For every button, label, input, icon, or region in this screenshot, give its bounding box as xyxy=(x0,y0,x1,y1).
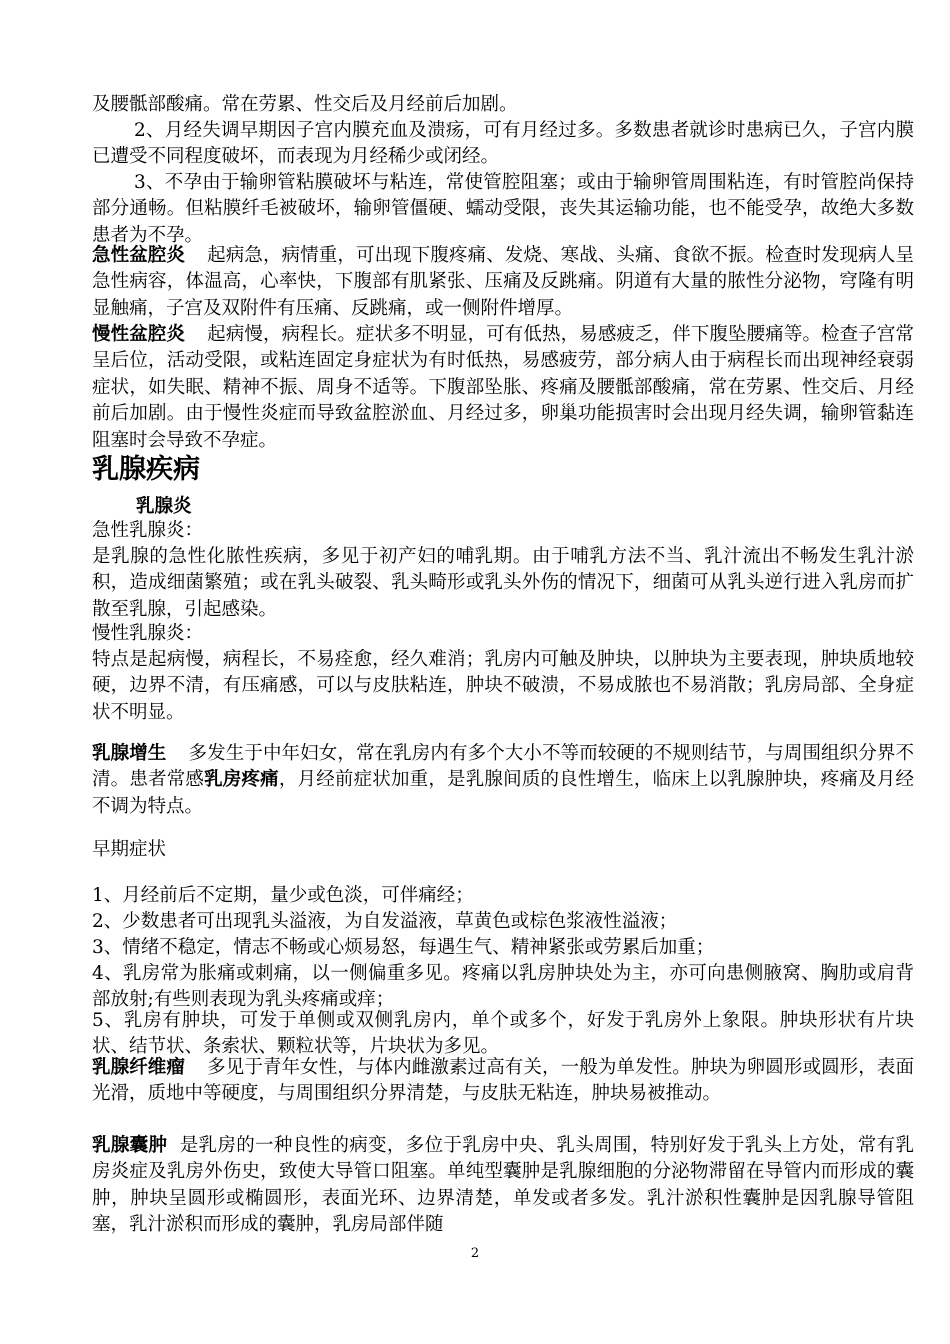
early-symptom-item xyxy=(92,1008,914,1061)
fibroadenoma-paragraph xyxy=(92,1055,914,1108)
chronic-pid-paragraph xyxy=(92,322,914,454)
item-text: 1、月经前后不定期，量少或色淡，可伴痛经； xyxy=(92,885,474,906)
chronic-mastitis-paragraph xyxy=(92,647,914,726)
label-text: 慢性乳腺炎： xyxy=(92,623,204,644)
early-symptom-item xyxy=(92,961,914,1014)
hyperplasia-text-a: 多发生于中年妇女，常在乳房内有多个大小不等而较硬的不规则结节，与周围组织分界不清。患者常感 xyxy=(92,743,914,791)
early-symptom-item xyxy=(92,935,914,961)
early-symptom-item xyxy=(92,883,914,909)
fibroadenoma-term: 乳腺纤维瘤 xyxy=(92,1057,186,1078)
cyst-text: 是乳房的一种良性的病变，多位于乳房中央、乳头周围，特别好发于乳头上方处，常有乳房炎症及乳房外伤史，致使大导管口阻塞。单纯型囊肿是乳腺细胞的分泌物滞留在导管内而形成的囊肿，肿块呈圆形或椭圆形，表面光环、边界清楚，单发或者多发。乳汁淤积性囊肿是因乳腺导管阻塞，乳汁淤积而形成的囊肿，乳房局部伴随 xyxy=(92,1135,914,1236)
chronic-mastitis-label xyxy=(92,621,914,647)
chronic-pid-text: 起病慢，病程长。症状多不明显，可有低热，易感疲乏，伴下腹坠腰痛等。检查子宫常呈后位，活动受限，或粘连固定身症状为有时低热，易感疲劳，部分病人由于病程长而出现神经衰弱症状，如失眠、精神不振、周身不适等。下腹部坠胀、疼痛及腰骶部酸痛，常在劳累、性交后、月经前后加剧。由于慢性炎症而导致盆腔淤血、月经过多，卵巢功能损害时会出现月经失调，输卵管黏连阻塞时会导致不孕症。 xyxy=(92,324,914,451)
acute-pid-paragraph xyxy=(92,243,914,322)
symptom-item-menstrual xyxy=(92,118,914,171)
early-symptoms-heading xyxy=(92,837,914,863)
section-title: 乳腺疾病 xyxy=(92,454,200,485)
intro-paragraph xyxy=(92,92,914,118)
acute-mastitis-label xyxy=(92,518,914,544)
symptom-text: 3、不孕由于输卵管粘膜破坏与粘连，常使管腔阻塞；或由于输卵管周围粘连，有时管腔尚保持部分通畅。但粘膜纤毛被破坏，输卵管僵硬、蠕动受限，丧失其运输功能，也不能受孕，故绝大多数患者为不孕。 xyxy=(92,172,914,246)
cyst-paragraph xyxy=(92,1133,914,1239)
symptom-text: 2、月经失调早期因子宫内膜充血及溃疡，可有月经过多。多数患者就诊时患病已久，子宫内膜已遭受不同程度破坏，而表现为月经稀少或闭经。 xyxy=(92,120,914,168)
mastitis-title: 乳腺炎 xyxy=(136,496,192,517)
item-text: 5、乳房有肿块，可发于单侧或双侧乳房内，单个或多个，好发于乳房外上象限。肿块形状有片块状、结节状、条索状、颗粒状等，片块状为多见。 xyxy=(92,1010,914,1058)
page-number: 2 xyxy=(470,1246,480,1261)
body-text: 特点是起病慢，病程长，不易痊愈，经久难消；乳房内可触及肿块，以肿块为主要表现，肿块质地较硬，边界不清，有压痛感，可以与皮肤粘连，肿块不破溃，不易成脓也不易消散；乳房局部、全身症状不明显。 xyxy=(92,649,914,723)
heading-text: 早期症状 xyxy=(92,839,167,860)
hyperplasia-term: 乳腺增生 xyxy=(92,743,167,764)
intro-line: 及腰骶部酸痛。常在劳累、性交后及月经前后加剧。 xyxy=(92,94,518,115)
hyperplasia-emphasis: 乳房疼痛 xyxy=(204,769,279,791)
item-text: 3、情绪不稳定，情志不畅或心烦易怒，每遇生气、精神紧张或劳累后加重； xyxy=(92,937,715,958)
acute-pid-term: 急性盆腔炎 xyxy=(92,245,186,266)
fibroadenoma-text: 多见于青年女性，与体内雌激素过高有关，一般为单发性。肿块为卵圆形或圆形，表面光滑，质地中等硬度，与周围组织分界清楚，与皮肤无粘连，肿块易被推动。 xyxy=(92,1057,914,1105)
hyperplasia-paragraph xyxy=(92,741,914,820)
hyperplasia-text-b: ，月经前症状加重，是乳腺间质的良性增生，临床上以乳腺肿块，疼痛及月经不调为特点。 xyxy=(92,769,914,817)
symptom-item-infertility xyxy=(92,170,914,249)
body-text: 是乳腺的急性化脓性疾病，多见于初产妇的哺乳期。由于哺乳方法不当、乳汁流出不畅发生乳汁淤积，造成细菌繁殖；或在乳头破裂、乳头畸形或乳头外伤的情况下，细菌可从乳头逆行进入乳房而扩散至乳腺，引起感染。 xyxy=(92,546,914,620)
item-text: 4、乳房常为胀痛或刺痛，以一侧偏重多见。疼痛以乳房肿块处为主，亦可向患侧腋窝、胸肋或肩背部放射;有些则表现为乳头疼痛或痒； xyxy=(92,963,914,1011)
acute-pid-text: 起病急，病情重，可出现下腹疼痛、发烧、寒战、头痛、食欲不振。检查时发现病人呈急性病容，体温高，心率快，下腹部有肌紧张、压痛及反跳痛。阴道有大量的脓性分泌物，穹隆有明显触痛，子宫及双附件有压痛、反跳痛，或一侧附件增厚。 xyxy=(92,245,914,319)
label-text: 急性乳腺炎： xyxy=(92,520,204,541)
early-symptom-item xyxy=(92,909,914,935)
item-text: 2、少数患者可出现乳头溢液，为自发溢液，草黄色或棕色浆液性溢液； xyxy=(92,911,678,932)
acute-mastitis-paragraph xyxy=(92,544,914,623)
chronic-pid-term: 慢性盆腔炎 xyxy=(92,324,186,345)
cyst-term: 乳腺囊肿 xyxy=(92,1135,168,1156)
